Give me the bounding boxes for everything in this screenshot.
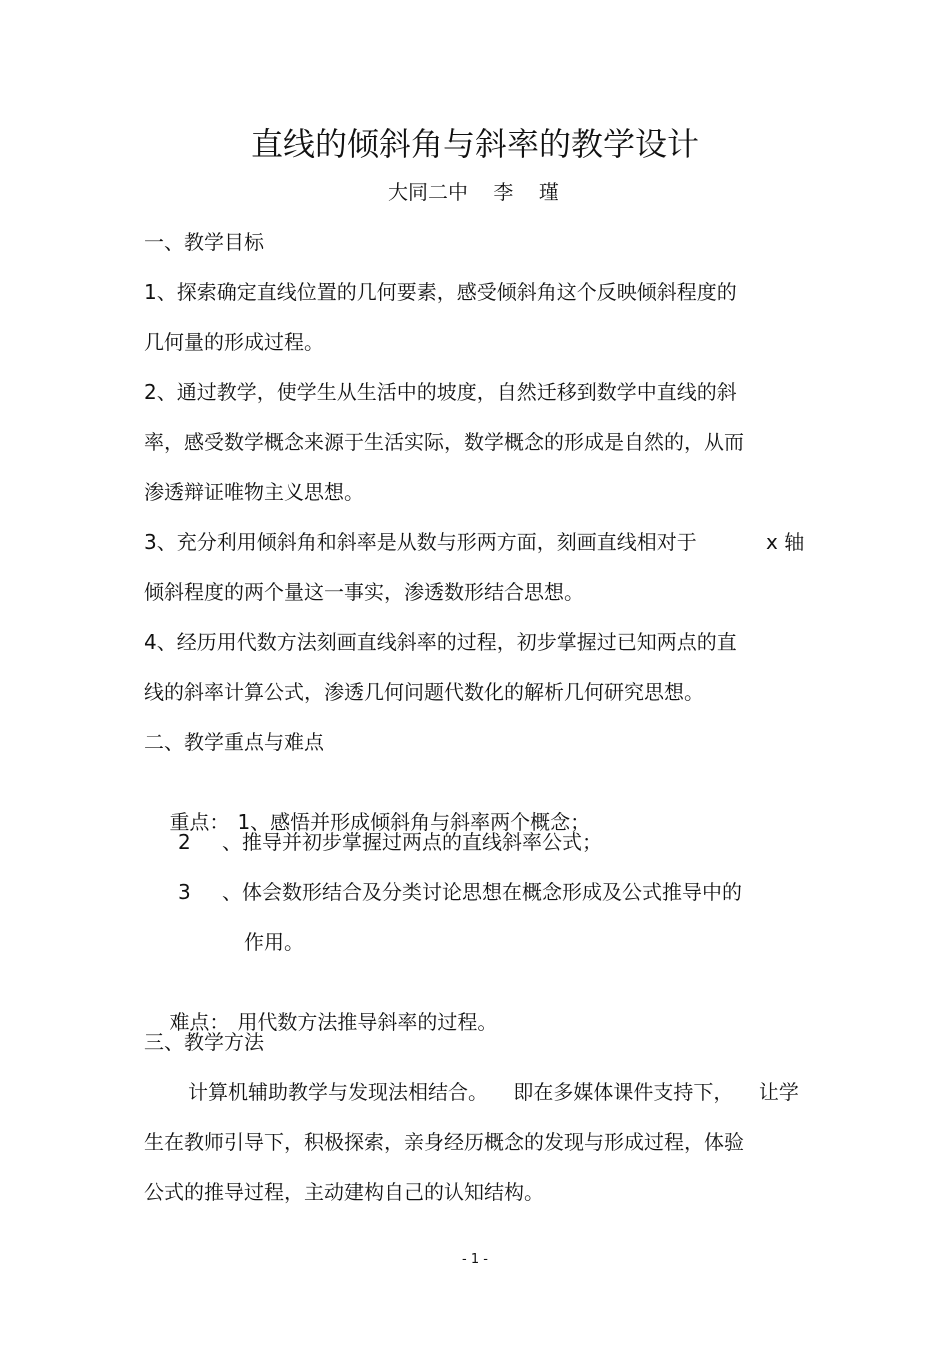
goal-2-line-3: 渗透辩证唯物主义思想。 (144, 480, 364, 504)
key-point-2-num: 2 (178, 830, 191, 854)
key-point-3-text: 、体会数形结合及分类讨论思想在概念形成及公式推导中的 (222, 880, 742, 904)
key-point-3-continuation: 作用。 (244, 930, 304, 954)
section-heading-methods: 三、教学方法 (144, 1030, 264, 1054)
section-heading-key-points: 二、教学重点与难点 (144, 730, 324, 754)
goal-1-line-1: 1、探索确定直线位置的几何要素，感受倾斜角这个反映倾斜程度的 (144, 280, 737, 304)
key-point-1-text: 、感悟并形成倾斜角与斜率两个概念； (250, 810, 591, 834)
goal-3-line-2: 倾斜程度的两个量这一事实，渗透数形结合思想。 (144, 580, 584, 604)
goal-4-line-2: 线的斜率计算公式，渗透几何问题代数化的解析几何研究思想。 (144, 680, 704, 704)
goal-2-line-2: 率，感受数学概念来源于生活实际，数学概念的形成是自然的，从而 (144, 430, 744, 454)
goal-3-axis-label: x 轴 (766, 530, 805, 554)
page-number: - 1 - (462, 1252, 488, 1267)
methods-line-3: 公式的推导过程，主动建构自己的认知结构。 (144, 1180, 544, 1204)
key-point-3-num: 3 (178, 880, 191, 904)
key-point-2-text: 、推导并初步掌握过两点的直线斜率公式； (222, 830, 602, 854)
difficulty-label: 难点： (169, 1010, 230, 1034)
key-point-1-num: 1 (237, 810, 251, 834)
goal-4-line-1: 4、经历用代数方法刻画直线斜率的过程，初步掌握过已知两点的直 (144, 630, 737, 654)
document-title: 直线的倾斜角与斜率的教学设计 (250, 125, 699, 163)
methods-line-1: 计算机辅助教学与发现法相结合。 即在多媒体课件支持下， 让学 (188, 1080, 799, 1104)
goal-2-line-1: 2、通过教学，使学生从生活中的坡度，自然迁移到数学中直线的斜 (144, 380, 737, 404)
goal-3-line-1: 3、充分利用倾斜角和斜率是从数与形两方面，刻画直线相对于 (144, 530, 697, 554)
section-heading-goals: 一、教学目标 (144, 230, 264, 254)
goal-1-line-2: 几何量的形成过程。 (144, 330, 324, 354)
author-line: 大同二中 李 瑾 (388, 180, 559, 204)
key-label: 重点： (169, 810, 230, 834)
methods-line-2: 生在教师引导下，积极探索，亲身经历概念的发现与形成过程，体验 (144, 1130, 744, 1154)
difficulty-text: 用代数方法推导斜率的过程。 (237, 1010, 498, 1034)
